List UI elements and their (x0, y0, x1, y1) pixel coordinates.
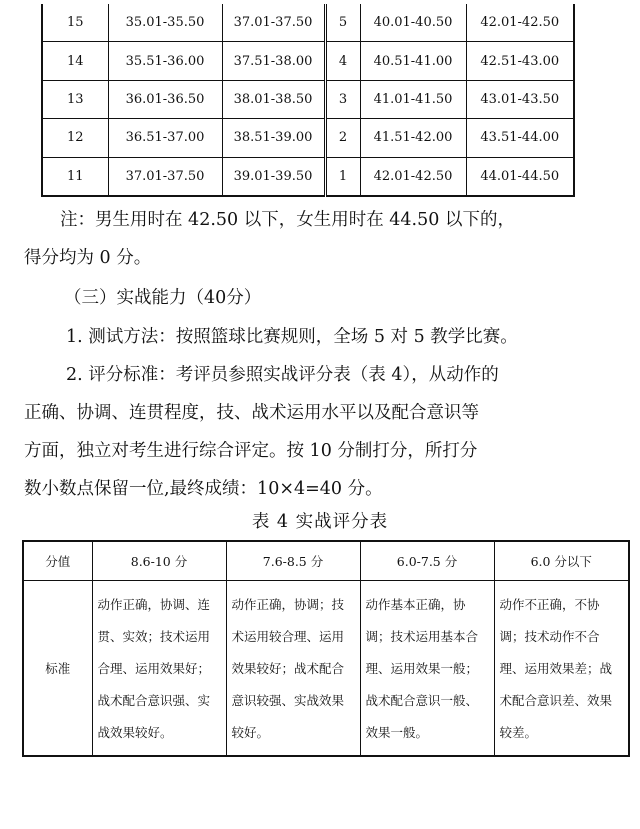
table-cell: 35.51-36.00 (108, 42, 222, 80)
table-cell: 12 (42, 119, 108, 157)
table-cell: 11 (42, 157, 108, 196)
table-cell: 41.01-41.50 (360, 80, 466, 118)
table-cell: 40.51-41.00 (360, 42, 466, 80)
item-2-line-4: 数小数点保留一位,最终成绩：10×4=40 分。 (24, 479, 383, 499)
table-row (42, 80, 574, 118)
table-cell: 4 (325, 42, 360, 80)
column-header: 8.6-10 分 (92, 541, 226, 581)
table-row (42, 4, 574, 42)
criteria-cell: 动作不正确，不协调；技术动作不合理、运用效果差；战术配合意识差、效果较差。 (494, 581, 629, 757)
table-cell: 41.51-42.00 (360, 119, 466, 157)
table-row (23, 581, 629, 757)
table-cell: 39.01-39.50 (222, 157, 325, 196)
item-2-line-2: 正确、协调、连贯程度，技、战术运用水平以及配合意识等 (24, 403, 479, 423)
item-2-line-3: 方面，独立对考生进行综合评定。按 10 分制打分，所打分 (24, 441, 478, 461)
table-row (42, 157, 574, 196)
evaluation-table (22, 540, 630, 757)
table-cell: 37.51-38.00 (222, 42, 325, 80)
table-cell: 35.01-35.50 (108, 4, 222, 42)
column-header: 分值 (23, 541, 92, 581)
score-table (41, 4, 575, 197)
table-row (42, 42, 574, 80)
table-cell: 42.51-43.00 (466, 42, 574, 80)
table-cell: 1 (325, 157, 360, 196)
column-header: 6.0 分以下 (494, 541, 629, 581)
table-cell: 2 (325, 119, 360, 157)
table-cell: 43.01-43.50 (466, 80, 574, 118)
row-label: 标准 (23, 581, 92, 757)
table-row (42, 119, 574, 157)
table-cell: 37.01-37.50 (108, 157, 222, 196)
table-cell: 38.01-38.50 (222, 80, 325, 118)
table-cell: 42.01-42.50 (466, 4, 574, 42)
table-cell: 3 (325, 80, 360, 118)
item-2-line-1: 2. 评分标准：考评员参照实战评分表（表 4），从动作的 (66, 365, 499, 385)
note-line-1: 注：男生用时在 42.50 以下，女生用时在 44.50 以下的， (60, 210, 515, 230)
table-header-row (23, 541, 629, 581)
table-cell: 44.01-44.50 (466, 157, 574, 196)
table-cell: 14 (42, 42, 108, 80)
criteria-cell: 动作正确，协调、连贯、实效；技术运用合理、运用效果好；战术配合意识强、实战效果较好。 (92, 581, 226, 757)
table-cell: 38.51-39.00 (222, 119, 325, 157)
table-cell: 42.01-42.50 (360, 157, 466, 196)
table-caption: 表 4 实战评分表 (251, 512, 389, 532)
note-line-2: 得分均为 0 分。 (24, 248, 152, 268)
table-cell: 37.01-37.50 (222, 4, 325, 42)
table-cell: 13 (42, 80, 108, 118)
criteria-cell: 动作正确，协调；技术运用较合理、运用效果较好；战术配合意识较强、实战效果较好。 (226, 581, 360, 757)
column-header: 6.0-7.5 分 (360, 541, 494, 581)
table-cell: 36.51-37.00 (108, 119, 222, 157)
table-cell: 43.51-44.00 (466, 119, 574, 157)
table-cell: 40.01-40.50 (360, 4, 466, 42)
table-cell: 36.01-36.50 (108, 80, 222, 118)
item-1-text: 1. 测试方法：按照篮球比赛规则，全场 5 对 5 教学比赛。 (66, 327, 518, 347)
column-header: 7.6-8.5 分 (226, 541, 360, 581)
criteria-cell: 动作基本正确，协调；技术运用基本合理、运用效果一般；战术配合意识一般、效果一般。 (360, 581, 494, 757)
table-cell: 15 (42, 4, 108, 42)
table-cell: 5 (325, 4, 360, 42)
section-heading: （三）实战能力（40分） (64, 288, 262, 308)
